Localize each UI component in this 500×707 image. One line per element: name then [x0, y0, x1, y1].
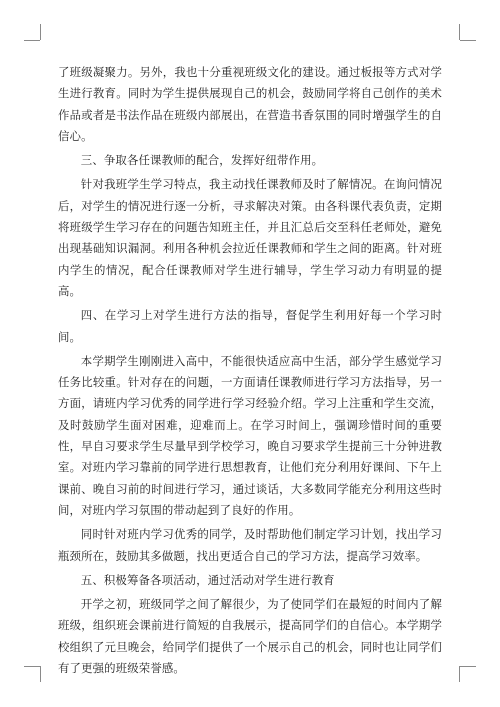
crop-mark-bottom-right-vertical [459, 666, 460, 682]
paragraph-continuation: 了班级凝聚力。另外，我也十分重视班级文化的建设。通过板报等方式对学生进行教育。同时为学生提供展现自己的机会，鼓励同学将自己创作的美术作品或者是书法作品在班级内部展出，在营造书香氛围的同时增强学生的自信心。 [58, 65, 442, 143]
crop-mark-bottom-left-vertical [40, 666, 41, 682]
crop-mark-top-left-horizontal [24, 40, 40, 41]
paragraph-excellent-students: 同时针对班内学习优秀的同学，及时帮助他们制定学习计划，找出学习瓶颈所在，鼓励其多做题，找出更适合自己的学习方法，提高学习效率。 [58, 527, 442, 563]
crop-mark-top-left-vertical [40, 24, 41, 40]
paragraph-activities: 开学之初，班级同学之间了解很少，为了使同学们在最短的时间内了解班级，组织班会课前进行简短的自我展示，提高同学们的自信心。本学期学校组织了元旦晚会，给同学们提供了一个展示自己的机会，同时也让同学们有了更强的班级荣誉感。 [58, 597, 442, 676]
crop-mark-top-right-horizontal [460, 40, 476, 41]
paragraph-teacher-cooperation: 针对我班学生学习特点，我主动找任课教师及时了解情况。在询问情况后，对学生的情况进行逐一分析，寻求解决对策。由各科课代表负责，定期将班级学生学习存在的问题告知班主任，并且汇总后交至科任老师处，避免出现基础知识漏洞。利用各种机会拉近任课教师和学生之间的距离。针对班内学生的情况，配合任课教师对学生进行辅导，学生学习动力有明显的提高。 [58, 177, 442, 298]
document-body [58, 62, 442, 679]
section-heading-five: 五、积极筹备各项活动，通过活动对学生进行教育 [80, 572, 335, 587]
crop-mark-bottom-right-horizontal [460, 666, 476, 667]
section-heading-three: 三、争取各任课教师的配合，发挥好纽带作用。 [80, 153, 324, 168]
section-heading-four: 四、在学习上对学生进行方法的指导，督促学生利用好每一个学习时间。 [58, 308, 442, 344]
crop-mark-bottom-left-horizontal [24, 666, 40, 667]
crop-mark-top-right-vertical [459, 24, 460, 40]
paragraph-study-methods: 本学期学生刚刚进入高中，不能很快适应高中生活，部分学生感觉学习任务比较重。针对存在的问题，一方面请任课教师进行学习方法指导，另一方面，请班内学习优秀的同学进行学习经验介绍。学习上注重和学生交流，及时鼓励学生面对困难，迎难而上。在学习时间上，强调珍惜时间的重要性，早自习要求学生尽量早到学校学习，晚自习要求学生提前三十分钟进教室。对班内学习靠前的同学进行思想教育，让他们充分利用好课间、下午上课前、晚自习前的时间进行学习，通过谈话，大多数同学能充分利用这些时间，对班内学习氛围的带动起到了良好的作用。 [58, 353, 442, 517]
